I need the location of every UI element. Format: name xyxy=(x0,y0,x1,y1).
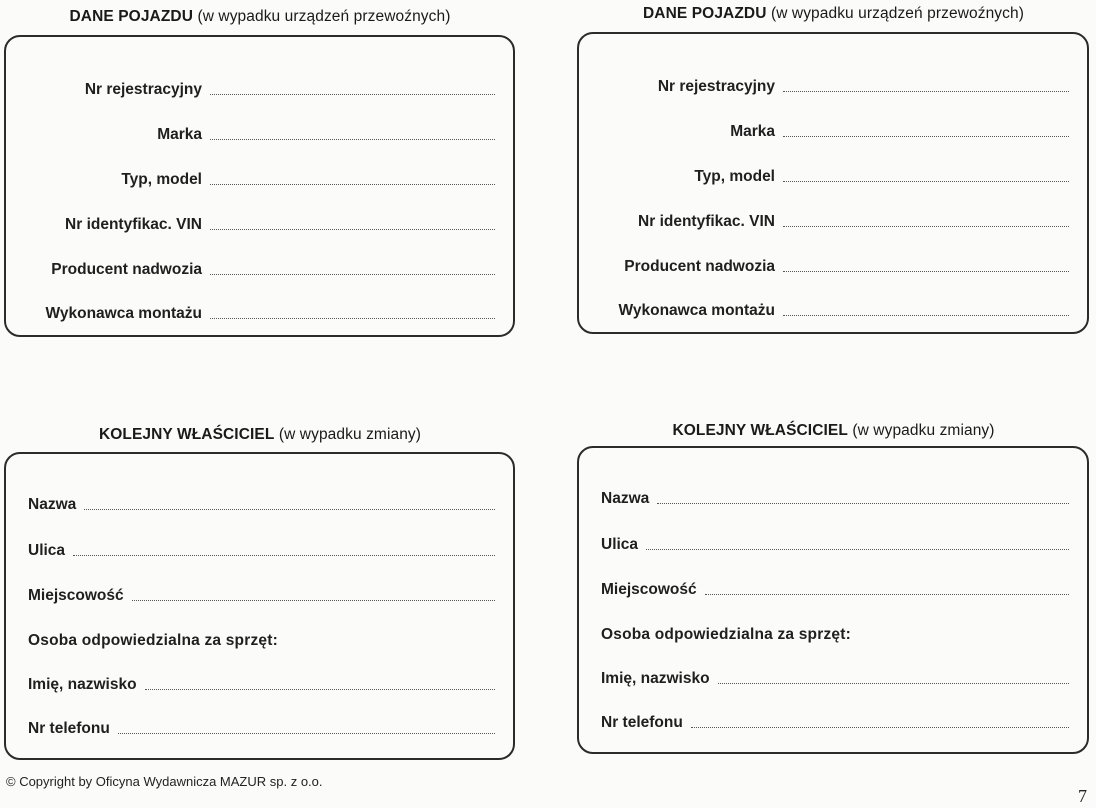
field-label: Nr rejestracyjny xyxy=(657,78,775,95)
field-type-model[interactable] xyxy=(24,167,495,189)
dotted-fill-line[interactable] xyxy=(210,228,495,230)
field-street[interactable] xyxy=(601,532,1069,554)
owner-title-strong: KOLEJNY WŁAŚCICIEL xyxy=(98,426,275,443)
field-registration-number[interactable] xyxy=(597,74,1069,96)
owner-title-rest: (w wypadku zmiany) xyxy=(852,422,995,439)
owner-section-right xyxy=(577,416,1090,761)
field-assembler[interactable] xyxy=(24,301,495,323)
field-label: Nr telefonu xyxy=(601,714,683,731)
field-label: Nr telefonu xyxy=(28,720,110,737)
dotted-fill-line[interactable] xyxy=(118,732,495,734)
field-label: Ulica xyxy=(28,542,66,559)
field-label: Marka xyxy=(157,126,202,143)
dotted-fill-line[interactable] xyxy=(783,180,1069,182)
field-label: Wykonawca montażu xyxy=(45,305,202,322)
owner-form-box xyxy=(577,446,1089,754)
vehicle-title-strong: DANE POJAZDU xyxy=(643,5,767,22)
field-full-name[interactable] xyxy=(601,666,1069,688)
dotted-fill-line[interactable] xyxy=(73,554,495,556)
owner-section-left xyxy=(4,420,516,765)
field-label: Marka xyxy=(730,123,775,140)
heading-label: Osoba odpowiedzialna za sprzęt: xyxy=(28,632,278,649)
owner-title-strong: KOLEJNY WŁAŚCICIEL xyxy=(672,422,848,439)
field-phone[interactable] xyxy=(28,716,495,738)
field-full-name[interactable] xyxy=(28,672,495,694)
dotted-fill-line[interactable] xyxy=(705,593,1069,595)
owner-section-title xyxy=(577,422,1090,440)
vehicle-section-left xyxy=(4,0,516,340)
dotted-fill-line[interactable] xyxy=(783,270,1069,272)
field-city[interactable] xyxy=(601,577,1069,599)
field-label: Miejscowość xyxy=(601,581,697,598)
dotted-fill-line[interactable] xyxy=(783,135,1069,137)
dotted-fill-line[interactable] xyxy=(783,90,1069,92)
field-label: Nazwa xyxy=(28,496,77,513)
copyright-notice: © Copyright by Oficyna Wydawnicza MAZUR sp. z o.o. xyxy=(6,774,323,789)
vehicle-form-box xyxy=(4,35,515,337)
dotted-fill-line[interactable] xyxy=(210,93,495,95)
field-label: Miejscowość xyxy=(28,587,124,604)
field-label: Imię, nazwisko xyxy=(601,670,710,687)
heading-label: Osoba odpowiedzialna za sprzęt: xyxy=(601,626,851,643)
vehicle-title-strong: DANE POJAZDU xyxy=(69,8,194,25)
vehicle-form-box xyxy=(577,32,1089,334)
vehicle-section-right xyxy=(577,0,1090,340)
field-type-model[interactable] xyxy=(597,164,1069,186)
field-label: Producent nadwozia xyxy=(624,258,775,275)
dotted-fill-line[interactable] xyxy=(210,183,495,185)
field-label: Nr rejestracyjny xyxy=(84,81,202,98)
dotted-fill-line[interactable] xyxy=(210,138,495,140)
dotted-fill-line[interactable] xyxy=(646,548,1069,550)
field-label: Imię, nazwisko xyxy=(28,676,137,693)
field-vin[interactable] xyxy=(597,209,1069,231)
field-street[interactable] xyxy=(28,538,495,560)
field-label: Ulica xyxy=(601,536,639,553)
field-label: Typ, model xyxy=(694,168,775,185)
field-assembler[interactable] xyxy=(597,298,1069,320)
field-label: Nazwa xyxy=(601,490,650,507)
field-label: Wykonawca montażu xyxy=(618,302,775,319)
vehicle-section-title xyxy=(577,5,1090,23)
field-label: Producent nadwozia xyxy=(51,261,202,278)
field-label: Typ, model xyxy=(121,171,202,188)
vehicle-section-title xyxy=(4,8,516,26)
responsible-person-heading xyxy=(28,628,495,650)
dotted-fill-line[interactable] xyxy=(210,317,495,319)
field-body-producer[interactable] xyxy=(24,257,495,279)
dotted-fill-line[interactable] xyxy=(84,508,495,510)
field-label: Nr identyfikac. VIN xyxy=(638,213,775,230)
field-name[interactable] xyxy=(601,486,1069,508)
dotted-fill-line[interactable] xyxy=(783,225,1069,227)
field-phone[interactable] xyxy=(601,710,1069,732)
field-registration-number[interactable] xyxy=(24,77,495,99)
responsible-person-heading xyxy=(601,622,1069,644)
page-number: 7 xyxy=(1078,786,1087,806)
dotted-fill-line[interactable] xyxy=(657,502,1069,504)
owner-form-box xyxy=(4,452,515,760)
field-label: Nr identyfikac. VIN xyxy=(65,216,202,233)
field-city[interactable] xyxy=(28,583,495,605)
dotted-fill-line[interactable] xyxy=(132,599,495,601)
dotted-fill-line[interactable] xyxy=(691,726,1069,728)
dotted-fill-line[interactable] xyxy=(210,273,495,275)
field-make[interactable] xyxy=(597,119,1069,141)
dotted-fill-line[interactable] xyxy=(718,682,1069,684)
field-vin[interactable] xyxy=(24,212,495,234)
field-name[interactable] xyxy=(28,492,495,514)
owner-section-title xyxy=(4,426,516,444)
vehicle-title-rest: (w wypadku urządzeń przewoźnych) xyxy=(770,5,1024,22)
field-make[interactable] xyxy=(24,122,495,144)
field-body-producer[interactable] xyxy=(597,254,1069,276)
dotted-fill-line[interactable] xyxy=(145,688,495,690)
dotted-fill-line[interactable] xyxy=(783,314,1069,316)
owner-title-rest: (w wypadku zmiany) xyxy=(278,426,422,443)
vehicle-title-rest: (w wypadku urządzeń przewoźnych) xyxy=(197,8,451,25)
